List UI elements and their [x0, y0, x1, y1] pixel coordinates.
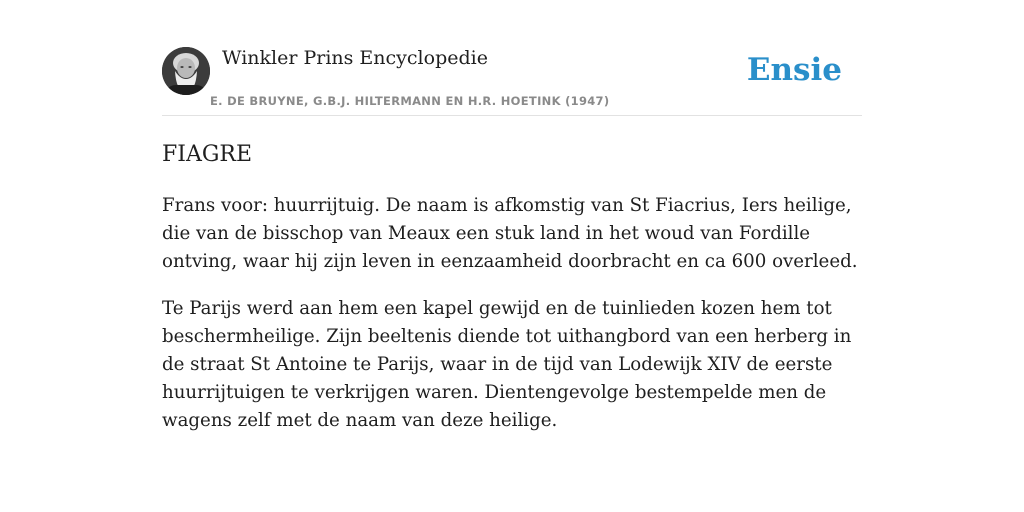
entry-title: FIAGRE [162, 142, 253, 167]
ensie-logo-link[interactable]: Ensie [746, 52, 842, 88]
entry-paragraph: Te Parijs werd aan hem een kapel gewijd en de tuinlieden kozen hem tot beschermheilige. Zijn beeltenis diende tot uithangbord van een herberg in de straat St Antoine te Parijs, waar in de tijd van Lodewijk XIV de eerste huurrijtuigen te verkrijgen waren. Dientengevolge bestempelde men de wagens zelf met de naam van deze heilige. [162, 298, 852, 431]
source-title[interactable]: Winkler Prins Encyclopedie [222, 47, 488, 69]
entry-body [162, 192, 864, 454]
portrait-image [162, 47, 210, 95]
entry-paragraph: Frans voor: huurrijtuig. De naam is afkomstig van St Fiacrius, Iers heilige, die van de bisschop van Meaux een stuk land in het woud van Fordille ontving, waar hij zijn leven in eenzaamheid doorbracht en ca 600 overleed. [162, 195, 858, 272]
source-authors: E. DE BRUYNE, G.B.J. HILTERMANN EN H.R. HOETINK (1947) [210, 94, 610, 108]
author-avatar[interactable] [162, 47, 210, 95]
source-header [162, 44, 862, 116]
